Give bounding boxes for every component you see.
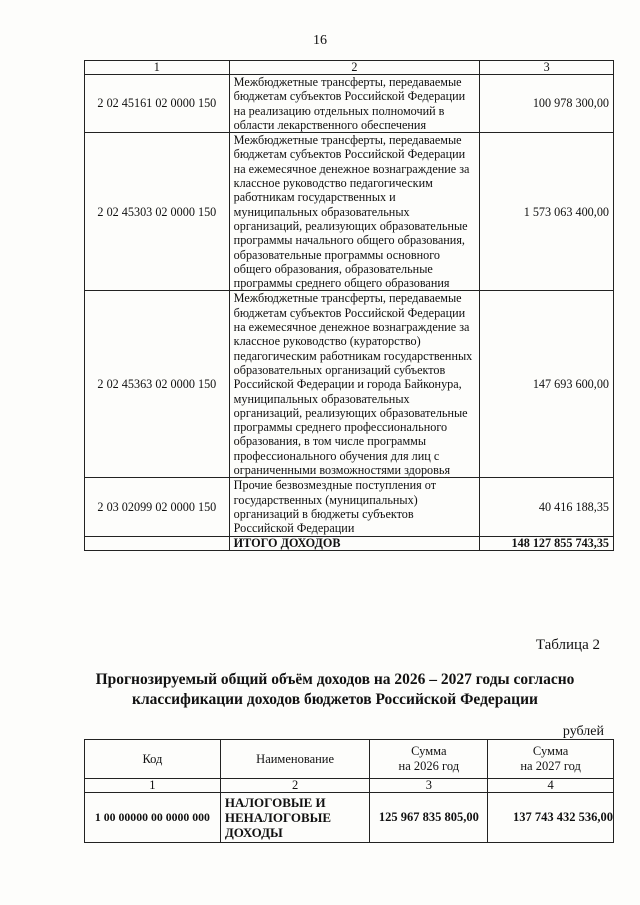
section-title: Прогнозируемый общий объём доходов на 2026 – 2027 годы согласно классификации доходов бюджетов Российской Федерации xyxy=(95,671,575,708)
column-number-row xyxy=(85,779,614,793)
row-amount: 40 416 188,35 xyxy=(480,478,614,536)
row-name: НАЛОГОВЫЕ И НЕНАЛОГОВЫЕ ДОХОДЫ xyxy=(220,793,370,843)
forecast-revenue-table xyxy=(84,739,614,843)
row-code: 1 00 00000 00 0000 000 xyxy=(85,793,221,843)
column-number-3: 3 xyxy=(480,61,614,75)
header-sum-2027: Сумма на 2027 год xyxy=(488,740,614,779)
row-name: Межбюджетные трансферты, передаваемые бюджетам субъектов Российской Федерации на реализацию отдельных полномочий в области лекарственного обеспечения xyxy=(229,75,480,133)
header-code: Код xyxy=(85,740,221,779)
table-caption: Таблица 2 xyxy=(535,637,600,653)
header-row xyxy=(85,740,614,779)
row-amount: 1 573 063 400,00 xyxy=(480,133,614,291)
page-number: 16 xyxy=(313,33,327,48)
row-code: 2 03 02099 02 0000 150 xyxy=(85,478,230,536)
table-row xyxy=(85,291,614,478)
column-number-row xyxy=(85,61,614,75)
row-amount: 147 693 600,00 xyxy=(480,291,614,478)
table-row xyxy=(85,478,614,536)
table-row xyxy=(85,793,614,843)
row-sum-2027: 137 743 432 536,00 xyxy=(488,793,614,843)
column-number-1: 1 xyxy=(85,61,230,75)
table-row xyxy=(85,75,614,133)
row-sum-2026: 125 967 835 805,00 xyxy=(370,793,488,843)
column-number-2: 2 xyxy=(229,61,480,75)
row-code: 2 02 45363 02 0000 150 xyxy=(85,291,230,478)
row-name: Межбюджетные трансферты, передаваемые бюджетам субъектов Российской Федерации на ежемесячное денежное вознаграждение за классное руководство (кураторство) педагогическим работникам государственных образовательных организаций субъектов Российской Федерации и города Байконура, муниципальных образовательных организаций, реализующих образовательные программы среднего профессионального образования, в том числе программы профессионального обучения для лиц с ограниченными возможностями здоровья xyxy=(229,291,480,478)
row-name: Межбюджетные трансферты, передаваемые бюджетам субъектов Российской Федерации на ежемесячное денежное вознаграждение за классное руководство педагогическим работникам государственных и муниципальных образовательных организаций, реализующих образовательные программы начального общего образования, образовательные программы основного общего образования, образовательные программы среднего общего образования xyxy=(229,133,480,291)
header-name: Наименование xyxy=(220,740,370,779)
column-number-2: 2 xyxy=(220,779,370,793)
revenue-table-continued xyxy=(84,60,614,551)
column-number-4: 4 xyxy=(488,779,614,793)
total-amount: 148 127 855 743,35 xyxy=(480,536,614,550)
table-row xyxy=(85,133,614,291)
row-amount: 100 978 300,00 xyxy=(480,75,614,133)
column-number-1: 1 xyxy=(85,779,221,793)
row-name: Прочие безвозмездные поступления от государственных (муниципальных) организаций в бюджеты субъектов Российской Федерации xyxy=(229,478,480,536)
row-code: 2 02 45161 02 0000 150 xyxy=(85,75,230,133)
row-code: 2 02 45303 02 0000 150 xyxy=(85,133,230,291)
unit-label: рублей xyxy=(562,724,604,739)
header-sum-2026: Сумма на 2026 год xyxy=(370,740,488,779)
total-label: ИТОГО ДОХОДОВ xyxy=(229,536,480,550)
total-empty-cell xyxy=(85,536,230,550)
total-row xyxy=(85,536,614,550)
column-number-3: 3 xyxy=(370,779,488,793)
